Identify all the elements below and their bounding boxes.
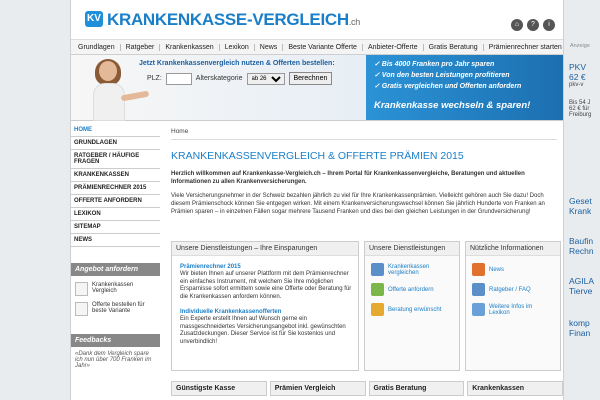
info-link-ratgeber[interactable] bbox=[472, 283, 554, 296]
angebot-box bbox=[71, 276, 160, 328]
praemienrechner-link[interactable]: Prämienrechner 2015 bbox=[180, 264, 241, 270]
ad-subtext: 62 € für bbox=[569, 106, 590, 112]
ad-heading: komp bbox=[569, 318, 590, 328]
ad-heading: Tierve bbox=[569, 286, 593, 296]
info-label: News bbox=[489, 266, 505, 273]
age-select[interactable] bbox=[247, 73, 285, 85]
info-box bbox=[465, 241, 561, 371]
info-icon[interactable]: i bbox=[543, 19, 555, 31]
angebot-item-vergleich[interactable] bbox=[75, 282, 156, 296]
ad-subtext: Bis 54 J bbox=[569, 100, 591, 106]
breadcrumb[interactable]: Home bbox=[171, 128, 557, 140]
ad-item[interactable] bbox=[569, 276, 594, 296]
sidebar-item-news[interactable]: NEWS bbox=[71, 234, 160, 247]
nav-ratgeber[interactable]: Ratgeber bbox=[121, 44, 161, 51]
info-link-news[interactable] bbox=[472, 263, 554, 276]
ad-item[interactable] bbox=[569, 62, 586, 88]
service-link-beratung[interactable] bbox=[371, 303, 453, 316]
sidebar-item-grundlagen[interactable]: GRUNDLAGEN bbox=[71, 137, 160, 150]
header-icons bbox=[511, 19, 555, 31]
sidebar-item-lexikon[interactable]: LEXIKON bbox=[71, 208, 160, 221]
nav-anbieter-offerte[interactable]: Anbieter-Offerte bbox=[363, 44, 424, 51]
logo-tld: .ch bbox=[348, 17, 360, 27]
services-box-title: Unsere Dienstleistungen bbox=[365, 242, 459, 256]
info-box-title: Nützliche Informationen bbox=[466, 242, 560, 256]
nav-praemienrechner[interactable]: Prämienrechner starten bbox=[488, 43, 562, 51]
nav-krankenkassen[interactable]: Krankenkassen bbox=[160, 44, 219, 51]
service-label: Offerte anfordern bbox=[388, 286, 434, 293]
ad-price: 62 € bbox=[569, 72, 586, 82]
hero-woman-image bbox=[87, 59, 131, 121]
services-savings-title: Unsere Dienstleistungen – Ihre Einsparungen bbox=[172, 242, 358, 256]
nav-lexikon[interactable]: Lexikon bbox=[220, 44, 255, 51]
sidebar-item-krankenkassen[interactable]: KRANKENKASSEN bbox=[71, 169, 160, 182]
benefit-item: ✓ Von den besten Leistungen profitieren bbox=[374, 72, 510, 79]
calculator-title: Jetzt Krankenkassenvergleich nutzen & Offerten bestellen: bbox=[139, 60, 335, 67]
hero-banner bbox=[71, 55, 563, 121]
chart-icon bbox=[371, 263, 384, 276]
ad-heading: Krank bbox=[569, 206, 592, 216]
main-content bbox=[171, 128, 563, 400]
nav-gratis-beratung[interactable]: Gratis Beratung bbox=[424, 44, 484, 51]
bottom-tabs bbox=[171, 381, 563, 396]
tab-gratis-beratung[interactable]: Gratis Beratung bbox=[369, 381, 465, 396]
ad-subtext: Freiburg bbox=[569, 112, 592, 118]
angebot-item-offerte[interactable] bbox=[75, 302, 156, 316]
site-logo[interactable] bbox=[107, 10, 360, 30]
site-header bbox=[71, 0, 563, 40]
body-paragraph: Viele Versicherungsnehmer in der Schweiz bezahlen jährlich zu viel für Ihre Krankenkassenprämien. Vielleicht gehören auch Sie dazu! Doch diesem Prämienschock können Sie entgegen wirken. Mit einem Krankenversicherungswechsel können Sie jährlich Hunderte von Franken an Prämien sparen – in einzelnen Fällen sogar mehrere Tausend Franken und dies bei den gleichen Leistungen in der Grundversicherung! bbox=[171, 193, 545, 215]
ad-heading: AGILA bbox=[569, 276, 595, 286]
logo-brand: KRANKENKASSE bbox=[107, 10, 247, 29]
document-icon bbox=[371, 283, 384, 296]
nav-beste-variante[interactable]: Beste Variante Offerte bbox=[283, 44, 363, 51]
site-page bbox=[70, 0, 564, 400]
praemienrechner-text: Wir bieten Ihnen auf unserer Plattform mit dem Prämienrechner ein einfaches Instrument, mit welchem Sie Ihre möglichen Ersparnisse sofort ermitteln sowie eine Offerte oder Beratung für die Krankenkassen anfordern können. bbox=[180, 271, 352, 300]
document-icon bbox=[75, 282, 88, 296]
side-navigation bbox=[71, 124, 160, 247]
plz-input[interactable] bbox=[166, 73, 192, 85]
benefit-item: ✓ Bis 4000 Franken pro Jahr sparen bbox=[374, 61, 495, 68]
page-margin-left bbox=[0, 0, 70, 400]
switch-cta[interactable]: Krankenkasse wechseln & sparen! bbox=[374, 100, 531, 111]
service-link-vergleichen[interactable] bbox=[371, 263, 453, 276]
offerten-text: Ein Experte erstellt Ihnen auf Wunsch gerne ein massgeschneidertes Versicherungsangebot inkl. gewünschten Zusatzdeckungen. Dieser Service ist für Sie kostenlos und unverbindlich! bbox=[180, 316, 346, 345]
feedback-quote: «Dank dem Vergleich spare ich nun über 700 Franken im Jahr» bbox=[75, 351, 152, 369]
services-section bbox=[171, 241, 561, 371]
calculate-button[interactable]: Berechnen bbox=[289, 72, 333, 85]
book-icon bbox=[472, 283, 485, 296]
sidebar bbox=[71, 124, 160, 400]
page-title: KRANKENKASSENVERGLEICH & OFFERTE PRÄMIEN 2015 bbox=[171, 150, 464, 162]
angebot-title: Angebot anfordern bbox=[71, 263, 160, 276]
sidebar-item-sitemap[interactable]: SITEMAP bbox=[71, 221, 160, 234]
services-box bbox=[364, 241, 460, 371]
sidebar-item-ratgeber[interactable]: RATGEBER / HÄUFIGE FRAGEN bbox=[71, 150, 160, 169]
document-icon bbox=[75, 302, 88, 316]
benefits-panel bbox=[374, 59, 564, 111]
feedback-title: Feedbacks bbox=[71, 334, 160, 347]
service-label: Beratung erwünscht bbox=[388, 306, 442, 313]
ad-item[interactable] bbox=[569, 318, 590, 338]
service-link-offerte[interactable] bbox=[371, 283, 453, 296]
services-savings-box bbox=[171, 241, 359, 371]
logo-icon[interactable]: KV bbox=[85, 11, 103, 27]
offerten-link[interactable]: Individuelle Krankenkassenofferten bbox=[180, 309, 282, 315]
ad-heading: Finan bbox=[569, 328, 591, 338]
nav-grundlagen[interactable]: Grundlagen bbox=[73, 44, 121, 51]
ad-column bbox=[566, 0, 600, 400]
age-label: Alterskategorie bbox=[195, 75, 243, 82]
ad-heading: Rechn bbox=[569, 246, 594, 256]
service-label: Krankenkassen vergleichen bbox=[388, 263, 430, 276]
info-icon bbox=[472, 303, 485, 316]
logo-rest: -VERGLEICH bbox=[246, 10, 349, 29]
tab-praemien-vergleich[interactable]: Prämien Vergleich bbox=[270, 381, 366, 396]
ad-heading: PKV bbox=[569, 62, 587, 72]
advisor-icon bbox=[371, 303, 384, 316]
tab-guenstigste-kasse[interactable]: Günstigste Kasse bbox=[171, 381, 267, 396]
ad-heading: Geset bbox=[569, 196, 592, 206]
benefit-item: ✓ Gratis vergleichen und Offerten anfordern bbox=[374, 83, 522, 90]
info-link-lexikon[interactable] bbox=[472, 303, 554, 316]
top-navigation bbox=[71, 40, 563, 55]
help-icon[interactable]: ? bbox=[527, 19, 539, 31]
ad-item[interactable] bbox=[569, 100, 591, 118]
sidebar-item-offerte[interactable]: OFFERTE ANFORDERN bbox=[71, 195, 160, 208]
intro-text: Herzlich willkommen auf Krankenkasse-Vergleich.ch – Ihrem Portal für Krankenkassenvergleiche, Beratungen und aktuellen Informationen zu allen Krankenversicherungen. bbox=[171, 171, 525, 185]
info-label: Ratgeber / FAQ bbox=[489, 286, 531, 293]
info-label: Weitere Infos im Lexikon bbox=[489, 303, 533, 316]
ad-subtext: pkv-v bbox=[569, 82, 584, 88]
ad-item[interactable] bbox=[569, 236, 594, 256]
angebot-item-label: Krankenkassen Vergleich bbox=[92, 282, 134, 294]
tab-krankenkassen[interactable]: Krankenkassen bbox=[467, 381, 563, 396]
sidebar-item-home[interactable]: HOME bbox=[71, 124, 160, 137]
rss-icon bbox=[472, 263, 485, 276]
nav-news[interactable]: News bbox=[255, 44, 284, 51]
sidebar-item-praemienrechner[interactable]: PRÄMIENRECHNER 2015 bbox=[71, 182, 160, 195]
home-icon[interactable]: ⌂ bbox=[511, 19, 523, 31]
plz-label: PLZ: bbox=[147, 75, 162, 82]
calculator-form bbox=[147, 72, 332, 85]
ad-label: Anzeige bbox=[570, 43, 590, 49]
ad-heading: Baufin bbox=[569, 236, 594, 246]
ad-item[interactable] bbox=[569, 196, 592, 216]
angebot-item-label: Offerte bestellen für beste Variante bbox=[92, 302, 145, 314]
